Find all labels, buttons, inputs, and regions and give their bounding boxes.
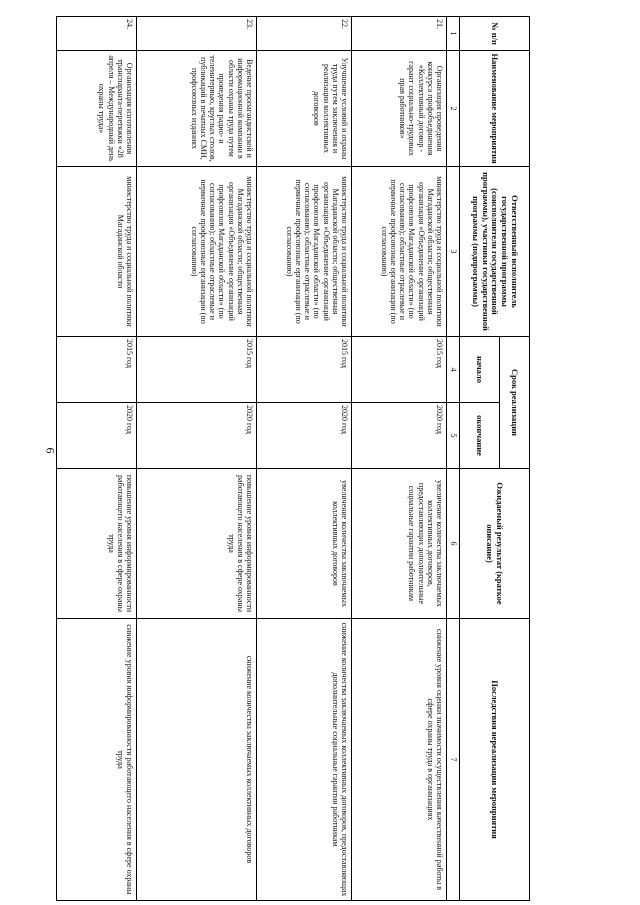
row-result: повышение уровня информированности работающего населения в сфере охраны труда xyxy=(57,469,137,619)
table-row xyxy=(57,17,137,901)
row-end: 2020 год xyxy=(352,403,447,469)
header-consequence: Последствия нереализации мероприятия xyxy=(460,619,530,901)
row-executor: министерство труда и социальной политики Магаданской области; общественная организация «Объединение организаций профсоюзов Магаданской области» (по согласованию); областные отраслевые и первичные профсоюзные организации (по согласованию) xyxy=(257,167,352,337)
row-start: 2015 год xyxy=(257,337,352,403)
row-executor: министерство труда и социальной политики Магаданской области; общественная организация «Объединение организаций профсоюзов Магаданской области» (по согласованию); областные отраслевые и первичные профсоюзные организации (по согласованию) xyxy=(352,167,447,337)
header-executor: Ответственный исполнитель государственной программы (соисполнители государственной программы), участники государственной программы (подпрограммы) xyxy=(460,167,530,337)
header-end: окончание xyxy=(460,403,500,469)
row-end: 2020 год xyxy=(257,403,352,469)
row-start: 2015 год xyxy=(352,337,447,403)
row-name: Организация изготовления транспаранта-перетяжки «28 апреля – Международный день охраны труда» xyxy=(57,51,137,167)
row-result: увеличение количества заключаемых коллективных договоров, предоставляющих дополнительные социальные гарантии работникам xyxy=(352,469,447,619)
row-num: 24. xyxy=(57,17,137,51)
table-row xyxy=(257,17,352,901)
row-end: 2020 год xyxy=(57,403,137,469)
header-result: Ожидаемый результат (краткое описание) xyxy=(460,469,530,619)
header-num: № п/п xyxy=(460,17,530,51)
col-number: 7 xyxy=(447,619,460,901)
row-start: 2015 год xyxy=(57,337,137,403)
row-name: Ведение пропагандистской и информационной компании в области охраны труда путем проведения радио- и телеинтервью, круглых столов, публикаций в печатных СМИ, профсоюзных изданиях xyxy=(137,51,257,167)
column-numbers-row xyxy=(447,17,460,901)
row-consequence: снижение количества заключаемых коллективных договоров xyxy=(137,619,257,901)
header-name: Наименование мероприятия xyxy=(460,51,530,167)
table-row xyxy=(352,17,447,901)
row-result: увеличение количества заключаемых коллективных договоров xyxy=(257,469,352,619)
row-consequence: снижение количества заключаемых коллективных договоров, предоставляющих дополнительные социальные гарантии работникам xyxy=(257,619,352,901)
row-consequence: снижение уровня информированности работающего населения в сфере охраны труда xyxy=(57,619,137,901)
row-name: Организация проведения конкурса профобъединения «Коллективный договор - гарант социально-трудовых прав работников» xyxy=(352,51,447,167)
col-number: 6 xyxy=(447,469,460,619)
col-number: 4 xyxy=(447,337,460,403)
col-number: 1 xyxy=(447,17,460,51)
row-executor: министерство труда и социальной политики Магаданской области; общественная организация «Объединение организаций профсоюзов Магаданской области» (по согласованию); областные отраслевые и первичные профсоюзные организации (по согласованию) xyxy=(137,167,257,337)
col-number: 2 xyxy=(447,51,460,167)
row-consequence: снижение уровня оценки значимости осуществления качественной работы в сфере охраны труда в организациях xyxy=(352,619,447,901)
measures-table xyxy=(56,16,530,901)
col-number: 3 xyxy=(447,167,460,337)
row-start: 2015 год xyxy=(137,337,257,403)
page-number: 6 xyxy=(43,447,58,454)
row-num: 23. xyxy=(137,17,257,51)
col-number: 5 xyxy=(447,403,460,469)
row-end: 2020 год xyxy=(137,403,257,469)
header-period: Срок реализации xyxy=(500,337,530,469)
table-row xyxy=(137,17,257,901)
row-name: Улучшение условий и охраны труда путем заключения и реализации коллективных договоров xyxy=(257,51,352,167)
row-num: 21. xyxy=(352,17,447,51)
rotated-table-container xyxy=(97,16,530,900)
row-result: повышение уровня информированности работающего населения в сфере охраны труда xyxy=(137,469,257,619)
document-sheet xyxy=(97,16,530,900)
row-executor: министерство труда и социальной политики Магаданской области xyxy=(57,167,137,337)
header-start: начало xyxy=(460,337,500,403)
row-num: 22. xyxy=(257,17,352,51)
